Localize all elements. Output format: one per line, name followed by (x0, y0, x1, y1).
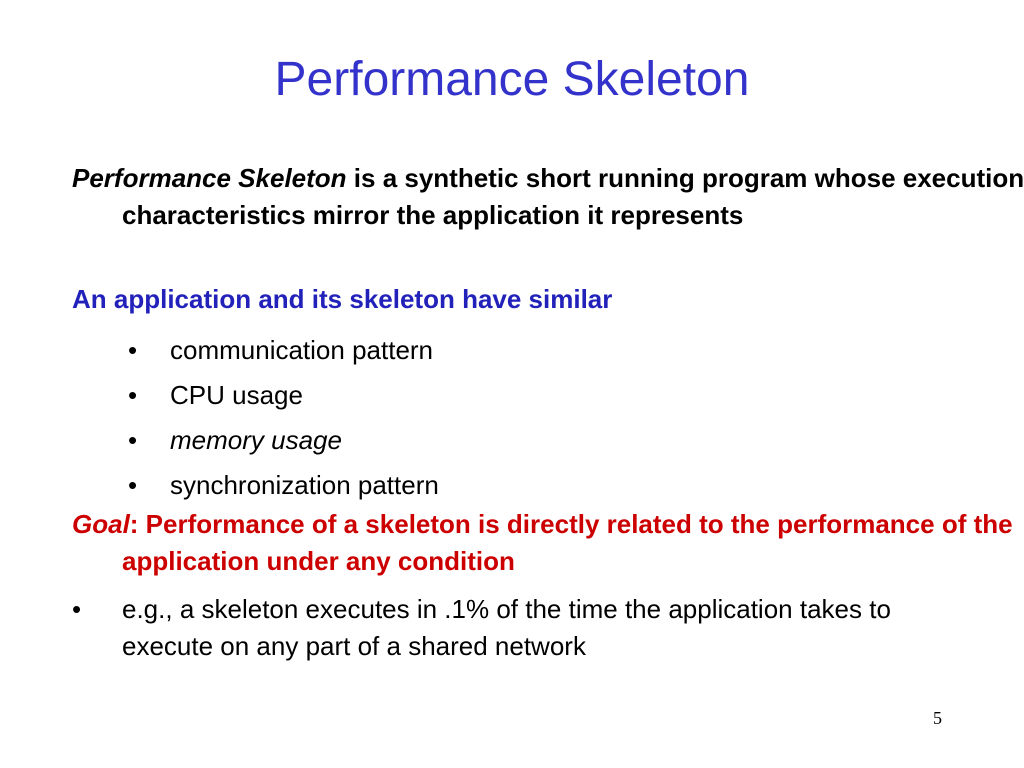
list-item-text: communication pattern (170, 335, 434, 365)
list-item-text: synchronization pattern (170, 470, 439, 500)
bullet-icon: • (128, 425, 138, 455)
goal-text: : Performance of a skeleton is directly related to the performance of the application under any condition (122, 509, 1013, 576)
bullet-icon: • (128, 380, 138, 410)
similar-list (122, 328, 439, 508)
goal-label: Goal (72, 509, 130, 539)
similar-heading: An application and its skeleton have similar (72, 284, 613, 314)
list-item (122, 328, 439, 373)
list-item (122, 373, 439, 418)
list-item (122, 463, 439, 508)
list-item-text: CPU usage (170, 380, 303, 410)
page-number: 5 (933, 708, 942, 728)
bullet-icon: • (128, 470, 138, 500)
example-text: e.g., a skeleton executes in .1% of the time the application takes to execute on any part of a shared network (122, 594, 891, 661)
definition-text: is a synthetic short running program whose execution characteristics mirror the application it represents (122, 163, 1024, 230)
bullet-icon: • (128, 335, 138, 365)
slide-title: Performance Skeleton (274, 53, 750, 106)
definition-paragraph (72, 160, 1024, 234)
example-item (72, 591, 972, 665)
definition-term: Performance Skeleton (72, 163, 347, 193)
goal-paragraph (72, 506, 1024, 580)
list-item (122, 418, 439, 463)
list-item-text: memory usage (170, 425, 342, 455)
bullet-icon: • (72, 594, 82, 624)
